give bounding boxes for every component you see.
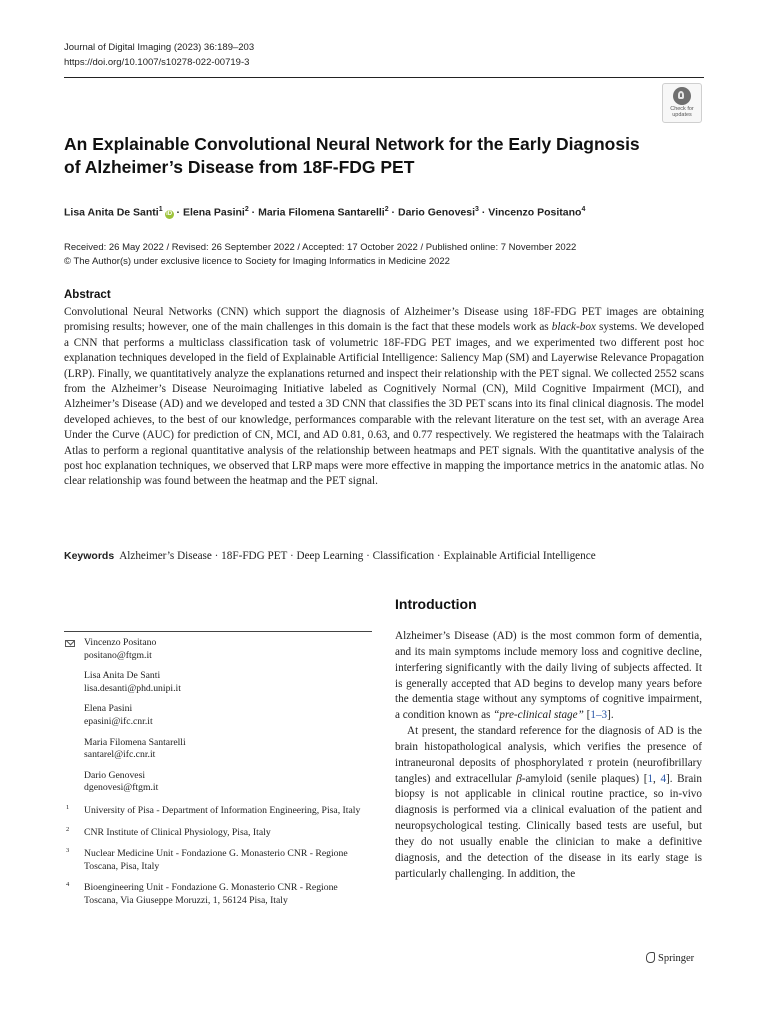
- contact-name: Lisa Anita De Santi: [84, 670, 161, 682]
- contact-email[interactable]: positano@ftgm.it: [84, 649, 152, 661]
- author-affil-sup: 2: [384, 206, 389, 213]
- citation-link[interactable]: 4: [660, 772, 667, 785]
- springer-logo: [646, 952, 694, 964]
- contact-email[interactable]: santarel@ifc.cnr.it: [84, 749, 156, 761]
- affiliation-text: Nuclear Medicine Unit - Fondazione G. Monasterio CNR - Regione Toscana, Pisa, Italy: [84, 848, 348, 872]
- envelope-icon: [65, 640, 75, 647]
- introduction-heading: Introduction: [395, 596, 477, 612]
- affiliation-item: [64, 827, 372, 840]
- author-list: [64, 203, 704, 220]
- author-name: Maria Filomena Santarelli: [258, 206, 385, 219]
- intro-text: Alzheimer’s Disease (AD) is the most common form of dementia, and its main symptoms include memory loss and cognitive decline, interfering significantly with the daily living of subjects affected. It is generally accepted that AD begins to develop many years before the dementia stage without any symptoms of cognitive impairment, a condition known as: [395, 630, 702, 722]
- author-affil-sup: 4: [581, 206, 586, 213]
- author-name: Elena Pasini: [182, 206, 245, 219]
- citation-link[interactable]: 1: [647, 772, 654, 785]
- intro-paragraph: [395, 724, 702, 882]
- springer-horse-icon: [646, 952, 655, 963]
- badge-line-1: Check for: [670, 106, 694, 112]
- keywords-text: Alzheimer’s Disease · 18F-FDG PET · Deep Learning · Classification · Explainable Artificial Intelligence: [119, 550, 596, 562]
- doi-link[interactable]: https://doi.org/10.1007/s10278-022-00719-3: [64, 57, 250, 68]
- intro-text: At present, the standard reference for the diagnosis of AD is the brain histopathological analysis, which verifies the presence of intraneuronal deposits of phosphorylated: [395, 725, 702, 769]
- affiliations: [64, 805, 372, 917]
- contact-entry: [84, 770, 372, 795]
- badge-line-2: updates: [672, 112, 692, 118]
- citation-link[interactable]: 1–3: [590, 709, 608, 722]
- paper-title: [64, 133, 664, 179]
- affiliation-number: 2: [66, 825, 70, 833]
- affiliation-number: 4: [66, 881, 70, 889]
- header-rule: [64, 77, 704, 78]
- abstract-text: systems. We developed a CNN that performs a multiclass classification task of volumetric 18F-FDG PET images, and we experimented two different post hoc explanation techniques developed in the field of Explainable Artificial Intelligence: Saliency Map (SM) and Layerwise Relevance Propagation (LRP). Finally, we quantitatively analyze the explanations returned and inspect their relationship with the PET signal. We collected 2552 scans from the Alzheimer’s Disease Neuroimaging Initiative labeled as Cognitively Normal (CN), Mild Cognitive Impairment (MCI), and Alzheimer’s Disease (AD) and we developed and tested a 3D CNN that classifies the 3D PET scans into its final clinical diagnosis. The model developed achieves, to the best of our knowledge, performances comparable with the relevant literature on the test set, with an average Area Under the Curve (AUC) for prediction of CN, MCI, and AD 0.81, 0.63, and 0.77 respectively. We registered the heatmaps with the Talairach Atlas to perform a regional quantitative analysis of the relationship between heatmaps and PET signals. With the quantitative analysis of the post hoc explanation techniques, we observed that LRP maps were more effective in mapping the importance metrics in the anatomic atlas. No clear relationship was found between the heatmap and the PET signal.: [64, 321, 704, 488]
- contact-email[interactable]: lisa.desanti@phd.unipi.it: [84, 682, 181, 694]
- contact-email[interactable]: epasini@ifc.cnr.it: [84, 715, 153, 727]
- author-separator: ·: [248, 206, 259, 219]
- contact-name: Elena Pasini: [84, 703, 133, 715]
- author-affil-sup: 3: [475, 206, 479, 213]
- journal-citation: Journal of Digital Imaging (2023) 36:189–203: [64, 42, 255, 53]
- footnote-rule: [64, 631, 372, 632]
- journal-header: [64, 40, 254, 70]
- title-line-1: An Explainable Convolutional Neural Network for the Early Diagnosis: [64, 134, 640, 154]
- affiliation-item: [64, 805, 372, 818]
- abstract-body: [64, 305, 704, 490]
- intro-emphasis: “pre-clinical stage”: [493, 709, 584, 722]
- check-for-updates-icon: [673, 87, 691, 105]
- contact-name: Dario Genovesi: [84, 769, 146, 781]
- introduction-body: [395, 629, 702, 883]
- affiliation-number: 3: [66, 847, 70, 855]
- corresponding-contacts: [64, 637, 372, 803]
- author-separator: ·: [173, 206, 183, 219]
- copyright-line: © The Author(s) under exclusive licence to Society for Imaging Informatics in Medicine 2022: [64, 256, 450, 267]
- keywords-label: Keywords: [64, 550, 115, 562]
- abstract-text: Convolutional Neural Networks (CNN) which support the diagnosis of Alzheimer’s Disease using 18F-FDG PET images are obtaining promising results; however, one of the main challenges in this domain is the fact that these models work as: [64, 306, 704, 334]
- contact-name: Maria Filomena Santarelli: [84, 736, 186, 748]
- abstract-heading: Abstract: [64, 289, 111, 301]
- affiliation-number: 1: [66, 804, 70, 811]
- publication-dates: [64, 241, 576, 269]
- affiliation-item: [64, 848, 372, 873]
- abstract-emphasis: black-box: [551, 321, 596, 334]
- author-name: Lisa Anita De Santi: [64, 206, 159, 219]
- author-separator: ·: [478, 206, 489, 219]
- contact-entry: [84, 703, 372, 728]
- intro-text: [: [583, 709, 591, 722]
- affiliation-item: [64, 882, 372, 907]
- affiliation-text: Bioengineering Unit - Fondazione G. Monasterio CNR - Regione Toscana, Via Giuseppe Moruzzi, 1, 56124 Pisa, Italy: [84, 882, 338, 906]
- intro-text: protein (neurofibrillary tangles) and extracellular: [395, 756, 702, 785]
- intro-text: ].: [607, 709, 614, 722]
- affiliation-text: University of Pisa - Department of Information Engineering, Pisa, Italy: [84, 805, 361, 816]
- history-dates: Received: 26 May 2022 / Revised: 26 September 2022 / Accepted: 17 October 2022 / Published online: 7 November 2022: [64, 242, 577, 253]
- contact-entry: [84, 670, 372, 695]
- author-name: Vincenzo Positano: [488, 206, 582, 219]
- contact-entry: [84, 637, 372, 662]
- affiliation-text: CNR Institute of Clinical Physiology, Pisa, Italy: [84, 826, 271, 838]
- contact-email[interactable]: dgenovesi@ftgm.it: [84, 782, 159, 794]
- author-separator: ·: [388, 206, 398, 219]
- author-affil-sup: 1: [158, 206, 163, 213]
- intro-text: ,: [653, 772, 661, 785]
- check-for-updates-badge[interactable]: [662, 83, 702, 123]
- author-name: Dario Genovesi: [397, 206, 476, 219]
- title-line-2: of Alzheimer’s Disease from 18F-FDG PET: [64, 157, 415, 177]
- intro-text: ]. Brain biopsy is not applicable in clinical routine practice, so in-vivo diagnosis is performed via a clinical evaluation of the patient and neuropsychological testing. Clinically based tests are useful, but they do not usually enable the clinician to make a definitive diagnosis, and the detection of the disease in its early stage is particularly challenging. In addition, the: [395, 772, 703, 880]
- keywords: [64, 549, 704, 564]
- intro-paragraph: [395, 629, 702, 724]
- beta-symbol: β: [516, 772, 522, 785]
- author-affil-sup: 2: [244, 206, 249, 213]
- intro-text: -amyloid (senile plaques) [: [521, 772, 648, 785]
- contact-name: Vincenzo Positano: [84, 637, 157, 648]
- tau-symbol: τ: [588, 756, 593, 769]
- contact-entry: [84, 737, 372, 762]
- orcid-icon[interactable]: iD: [166, 210, 173, 217]
- publisher-name: Springer: [658, 953, 695, 964]
